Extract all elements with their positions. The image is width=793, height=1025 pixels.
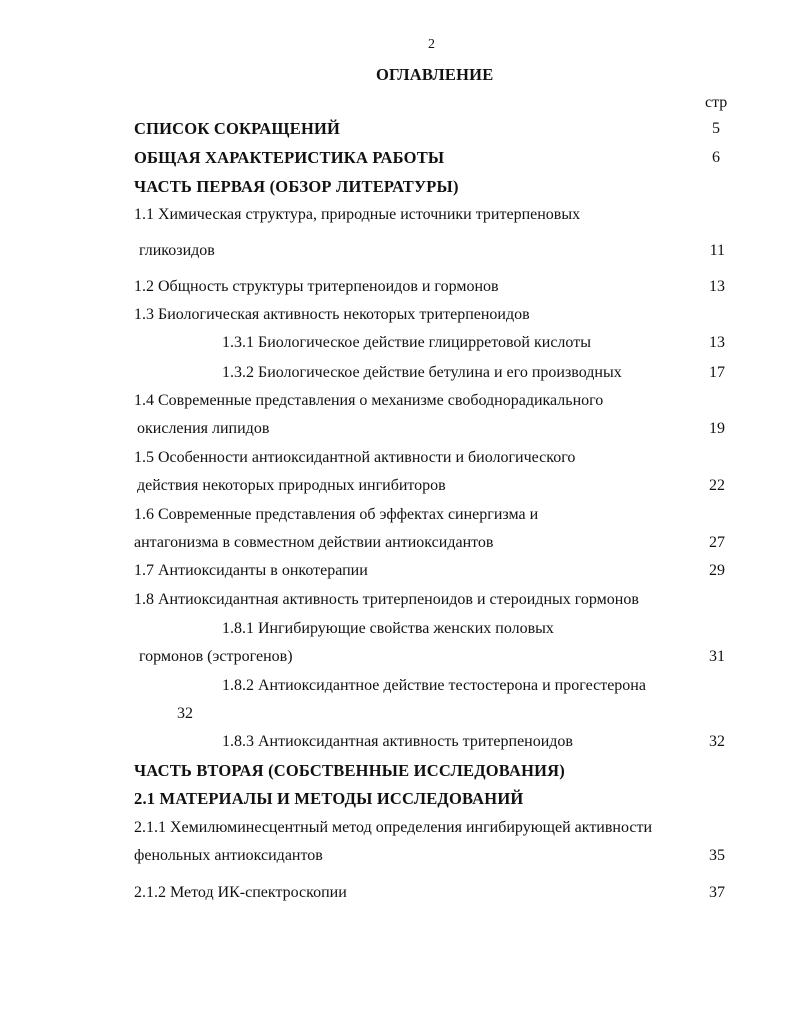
toc-entry-2-1-1: 2.1.1 Хемилюминесцентный метод определения ингибирующей активности [134, 819, 653, 836]
toc-page-1-3-2: 17 [709, 364, 725, 381]
toc-page-1-8-3: 32 [709, 733, 725, 750]
toc-page-2-1-1: 35 [709, 847, 725, 864]
toc-entry-1-1-cont: гликозидов [139, 242, 215, 259]
toc-entry-2-1-1-cont: фенольных антиоксидантов [134, 847, 323, 864]
toc-entry-abbreviations: СПИСОК СОКРАЩЕНИЙ [134, 119, 341, 138]
toc-page-1-8-2: 32 [177, 705, 193, 722]
toc-page-1-3-1: 13 [709, 334, 725, 351]
toc-page-1-6: 27 [709, 534, 725, 551]
toc-entry-1-8-1-cont: гормонов (эстрогенов) [139, 648, 293, 665]
toc-page-1-8-1: 31 [709, 648, 725, 665]
toc-page-1-1: 11 [709, 242, 725, 259]
toc-page-1-4: 19 [709, 420, 725, 437]
toc-entry-1-7: 1.7 Антиоксиданты в онкотерапии [134, 562, 368, 579]
toc-entry-2-1: 2.1 МАТЕРИАЛЫ И МЕТОДЫ ИССЛЕДОВАНИЙ [134, 789, 524, 808]
toc-entry-1-3: 1.3 Биологическая активность некоторых тритерпеноидов [134, 306, 530, 323]
page-column-header: стр [705, 94, 728, 111]
toc-title: ОГЛАВЛЕНИЕ [376, 65, 494, 84]
toc-entry-1-4-cont: окисления липидов [137, 420, 270, 437]
toc-page-1-7: 29 [709, 562, 725, 579]
toc-entry-1-6: 1.6 Современные представления об эффектах синергизма и [134, 506, 539, 523]
toc-entry-general: ОБЩАЯ ХАРАКТЕРИСТИКА РАБОТЫ [134, 148, 445, 167]
toc-page-2-1-2: 37 [709, 884, 725, 901]
toc-entry-1-1: 1.1 Химическая структура, природные источники тритерпеновых [134, 206, 581, 223]
toc-entry-1-8-1: 1.8.1 Ингибирующие свойства женских половых [222, 620, 554, 637]
toc-entry-1-2: 1.2 Общность структуры тритерпеноидов и гормонов [134, 278, 499, 295]
toc-page-general: 6 [712, 149, 720, 166]
toc-entry-part-two: ЧАСТЬ ВТОРАЯ (СОБСТВЕННЫЕ ИССЛЕДОВАНИЯ) [134, 761, 565, 780]
toc-entry-1-8-3: 1.8.3 Антиоксидантная активность тритерпеноидов [222, 733, 573, 750]
toc-entry-1-3-2: 1.3.2 Биологическое действие бетулина и его производных [222, 364, 622, 381]
toc-entry-part-one: ЧАСТЬ ПЕРВАЯ (ОБЗОР ЛИТЕРАТУРЫ) [134, 177, 459, 196]
toc-entry-1-8-2: 1.8.2 Антиоксидантное действие тестостерона и прогестерона [222, 677, 646, 694]
toc-entry-1-8: 1.8 Антиоксидантная активность тритерпеноидов и стероидных гормонов [134, 591, 639, 608]
toc-page-1-2: 13 [709, 278, 725, 295]
toc-entry-2-1-2: 2.1.2 Метод ИК-спектроскопии [134, 884, 347, 901]
toc-entry-1-5: 1.5 Особенности антиоксидантной активности и биологического [134, 449, 576, 466]
toc-entry-1-6-cont: антагонизма в совместном действии антиоксидантов [134, 534, 494, 551]
toc-page-1-5: 22 [709, 477, 725, 494]
page-number: 2 [428, 37, 435, 52]
toc-entry-1-4: 1.4 Современные представления о механизме свободнорадикального [134, 392, 604, 409]
toc-page-abbreviations: 5 [712, 120, 720, 137]
toc-entry-1-5-cont: действия некоторых природных ингибиторов [137, 477, 446, 494]
toc-entry-1-3-1: 1.3.1 Биологическое действие глицирретовой кислоты [222, 334, 591, 351]
